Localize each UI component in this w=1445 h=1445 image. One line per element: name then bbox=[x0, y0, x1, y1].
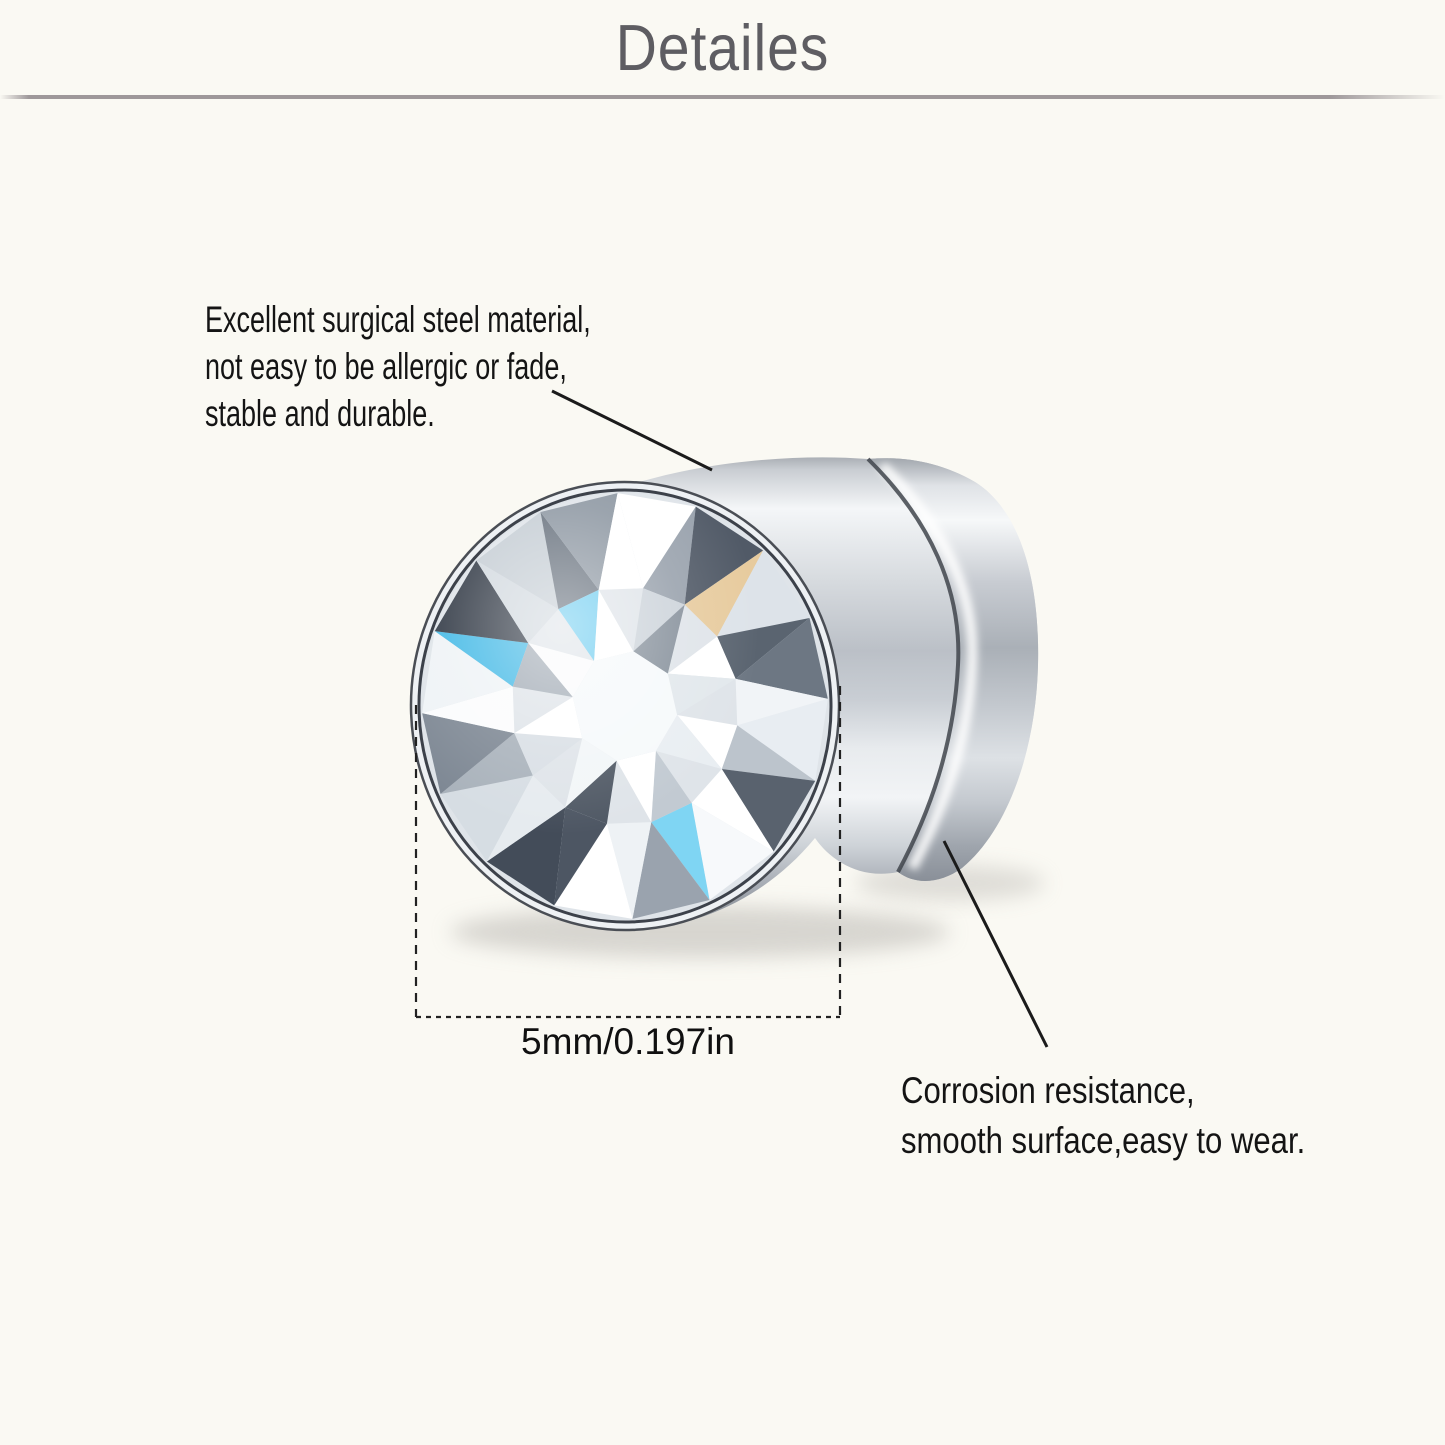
material-annotation-text: Excellent surgical steel material, not easy to be allergic or fade, stable and durable. bbox=[205, 299, 591, 434]
material-annotation bbox=[205, 296, 734, 437]
dimension-label: 5mm/0.197in bbox=[521, 1021, 735, 1062]
surface-annotation bbox=[901, 1066, 1382, 1166]
page-title-text: Detailes bbox=[615, 11, 830, 84]
surface-annotation-text: Corrosion resistance, smooth surface,easy to wear. bbox=[901, 1070, 1306, 1161]
earring-photo bbox=[394, 456, 1045, 958]
